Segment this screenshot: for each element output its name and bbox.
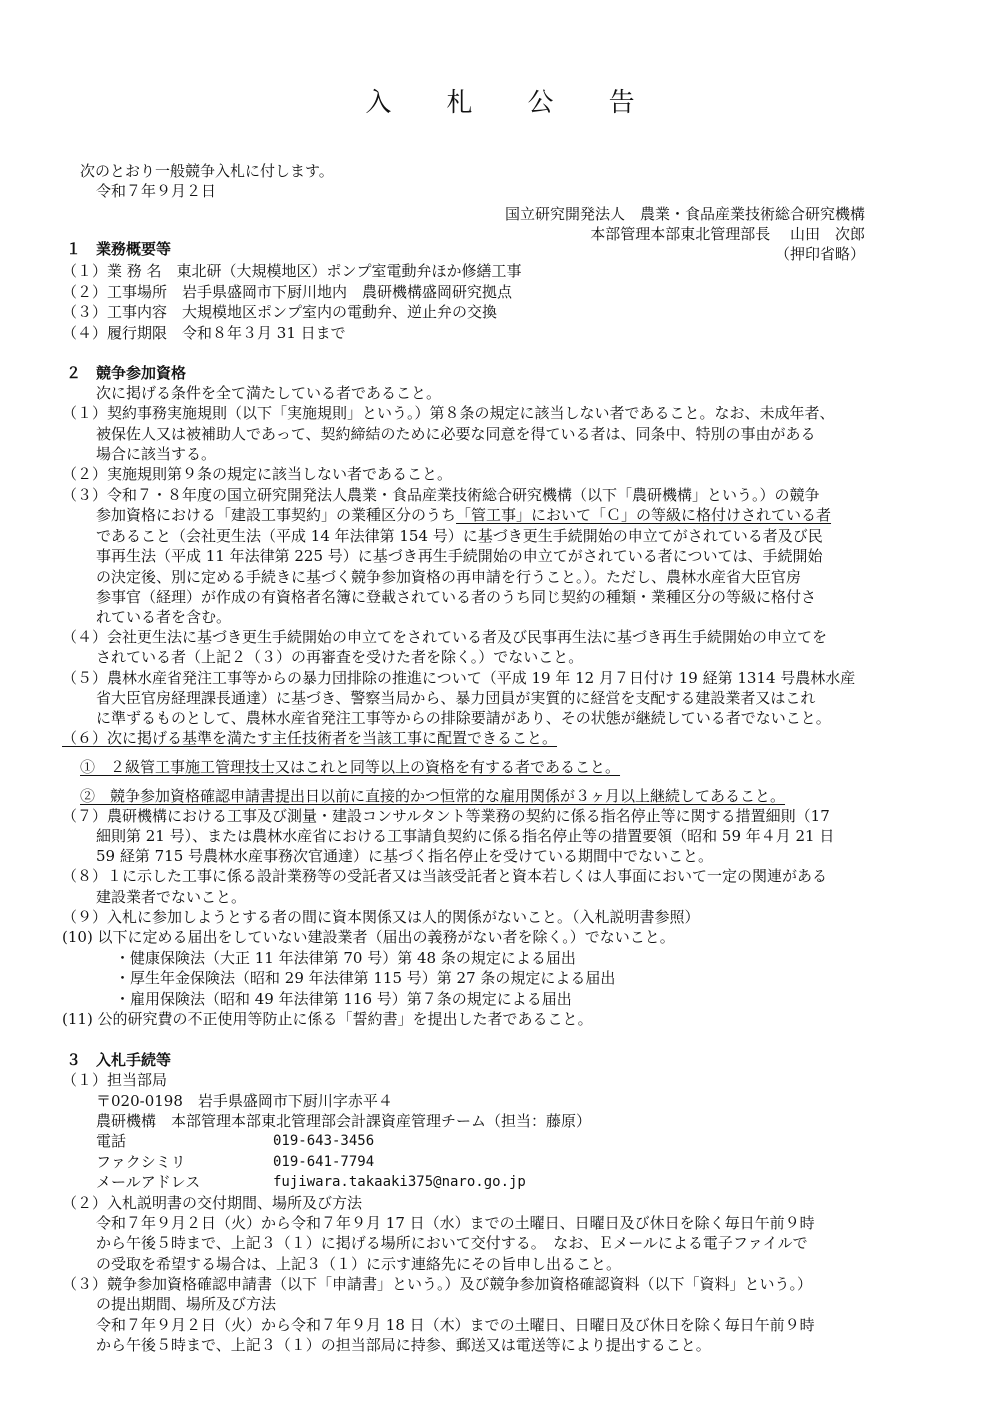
s2-item-6-text: （６）次に掲げる基準を満たす主任技術者を当該工事に配置できること。	[62, 729, 558, 747]
s2-item-5-line-1: （５）農林水産省発注工事等からの暴力団排除の推進について（平成 19 年 12 月７日付け 19 経第 1314 号農林水産	[62, 669, 856, 687]
s3-item-2: （２）入札説明書の交付期間、場所及び方法	[62, 1194, 363, 1212]
s1-item-3: （３）工事内容 大規模地区ポンプ室内の電動弁、逆止弁の交換	[62, 303, 498, 321]
issuer-org: 国立研究開発法人 農業・食品産業技術総合研究機構	[504, 205, 865, 223]
s3-item-2-line-2: から午後５時まで、上記３（１）に掲げる場所において交付する。 なお、Ｅメールによる電子ファイルで	[96, 1234, 808, 1252]
s2-item-10-sub-1: ・健康保険法（大正 11 年法律第 70 号）第 48 条の規定による届出	[115, 949, 576, 967]
s2-item-11: (11) 公的研究費の不正使用等防止に係る「誓約書」を提出した者であること。	[62, 1010, 593, 1028]
s2-item-6	[62, 728, 557, 748]
s3-item-3-line-3: 令和７年９月２日（火）から令和７年９月 18 日（木）までの土曜日、日曜日及び休日を除く毎日午前９時	[96, 1316, 815, 1334]
s2-item-3-underlined: 「管工事」において「Ｃ」の等級に格付けされている者	[456, 506, 832, 524]
section-2-heading: ２ 競争参加資格	[66, 364, 187, 382]
fax-number: 019-641-7794	[273, 1154, 375, 1170]
page-title: 入 札 公 告	[365, 88, 658, 118]
s2-item-5-line-3: に準ずるものとして、農林水産省発注工事等からの排除要請があり、その状態が継続している者でないこと。	[96, 709, 831, 727]
s2-item-7-line-3: 59 経第 715 号農林水産事務次官通達）に基づく指名停止を受けている期間中でないこと。	[96, 847, 714, 865]
s2-item-3-line-2	[96, 505, 831, 525]
s2-item-6-sub-2	[80, 786, 785, 806]
s2-item-7-line-1: （７）農研機構における工事及び測量・建設コンサルタント等業務の契約に係る指名停止等に関する措置細則（17	[62, 807, 830, 825]
s2-item-6-sub-1	[80, 757, 620, 777]
s3-item-2-line-3: の受取を希望する場合は、上記３（１）に示す連絡先にその旨申し出ること。	[96, 1255, 622, 1273]
section-3-heading: ３ 入札手続等	[66, 1051, 172, 1069]
s2-item-6-sub-1-text: ① ２級管工事施工管理技士又はこれと同等以上の資格を有する者であること。	[80, 758, 621, 776]
s2-item-8-line-2: 建設業者でないこと。	[96, 888, 247, 906]
contact-department: 農研機構 本部管理本部東北管理部会計課資産管理チーム（担当：藤原）	[96, 1112, 592, 1130]
s2-item-4-line-1: （４）会社更生法に基づき更生手続開始の申立てをされている者及び民事再生法に基づき再生手続開始の申立てを	[62, 628, 828, 646]
s2-item-1-line-3: 場合に該当する。	[96, 445, 217, 463]
s2-item-5-line-2: 省大臣官房経理課長通達）に基づき、警察当局から、暴力団員が実質的に経営を支配する建設業者又はこれ	[96, 689, 816, 707]
s2-item-3-line-5: の決定後、別に定める手続きに基づく競争参加資格の再申請を行うこと。）。ただし、農林水産省大臣官房	[96, 568, 802, 586]
tel-label: 電話	[96, 1132, 127, 1150]
s2-item-9: （９）入札に参加しようとする者の間に資本関係又は人的関係がないこと。（入札説明書参照）	[62, 908, 700, 926]
s2-item-10-sub-2: ・厚生年金保険法（昭和 29 年法律第 115 号）第 27 条の規定による届出	[115, 969, 616, 987]
s3-item-3-line-4: から午後５時まで、上記３（１）の担当部局に持参、郵送又は電送等により提出すること。	[96, 1336, 711, 1354]
s2-item-3-line-6: 参事官（経理）が作成の有資格者名簿に登載されている者のうち同じ契約の種類・業種区分の等級に格付さ	[96, 588, 817, 606]
fax-label: ファクシミリ	[96, 1153, 186, 1171]
s2-item-10: (10) 以下に定める届出をしていない建設業者（届出の義務がない者を除く。）でないこと。	[62, 928, 675, 946]
s3-item-1: （１）担当部局	[62, 1071, 168, 1089]
tel-number: 019-643-3456	[273, 1133, 375, 1149]
s1-item-2: （２）工事場所 岩手県盛岡市下厨川地内 農研機構盛岡研究拠点	[62, 283, 513, 301]
s2-lead: 次に掲げる条件を全て満たしている者であること。	[96, 384, 442, 402]
s2-item-10-sub-3: ・雇用保険法（昭和 49 年法律第 116 号）第７条の規定による届出	[115, 990, 572, 1008]
s1-item-4: （４）履行期限 令和８年３月 31 日まで	[62, 324, 346, 342]
s2-item-3-line-7: れている者を含む。	[96, 608, 232, 626]
s2-item-3-line-3: であること（会社更生法（平成 14 年法律第 154 号）に基づき更生手続開始の申立てがされている者及び民	[96, 527, 823, 545]
s2-item-1-line-2: 被保佐人又は被補助人であって、契約締結のために必要な同意を得ている者は、同条中、特別の事由がある	[96, 425, 816, 443]
email-label: メールアドレス	[96, 1173, 201, 1191]
notice-date: 令和７年９月２日	[96, 182, 217, 200]
contact-address: 〒020-0198 岩手県盛岡市下厨川字赤平４	[96, 1092, 393, 1110]
issuer-person: 本部管理本部東北管理部長 山田 次郎	[590, 225, 865, 243]
section-1-heading: １ 業務概要等	[66, 240, 172, 258]
s2-item-8-line-1: （８）１に示した工事に係る設計業務等の受託者又は当該受託者と資本若しくは人事面において一定の関連がある	[62, 867, 828, 885]
s2-item-3-line-1: （３）令和７・８年度の国立研究開発法人農業・食品産業技術総合研究機構（以下「農研機構」という。）の競争	[62, 486, 820, 504]
s3-item-3-line-1: （３）競争参加資格確認申請書（以下「申請書」という。）及び競争参加資格確認資料（以下「資料」という。）	[62, 1275, 813, 1293]
s2-item-3-line-4: 事再生法（平成 11 年法律第 225 号）に基づき再生手続開始の申立てがされている者については、手続開始	[96, 547, 823, 565]
s3-item-2-line-1: 令和７年９月２日（火）から令和７年９月 17 日（水）までの土曜日、日曜日及び休日を除く毎日午前９時	[96, 1214, 815, 1232]
seal-note: （押印省略）	[774, 245, 865, 263]
s1-item-1: （１）業 務 名 東北研（大規模地区）ポンプ室電動弁ほか修繕工事	[62, 262, 522, 280]
email-address: fujiwara.takaaki375@naro.go.jp	[273, 1174, 526, 1190]
s3-item-3-line-2: の提出期間、場所及び方法	[96, 1295, 277, 1313]
s2-item-7-line-2: 細則第 21 号）、または農林水産省における工事請負契約に係る指名停止等の措置要領（昭和 59 年４月 21 日	[96, 827, 835, 845]
s2-item-4-line-2: されている者（上記２（３）の再審査を受けた者を除く。）でないこと。	[96, 648, 584, 666]
s2-item-1-line-1: （１）契約事務実施規則（以下「実施規則」という。）第８条の規定に該当しない者であること。なお、未成年者、	[62, 404, 835, 422]
s2-item-3-line-2-text: 参加資格における「建設工事契約」の業種区分のうち	[96, 506, 457, 524]
intro-text: 次のとおり一般競争入札に付します。	[80, 162, 334, 180]
s2-item-6-sub-2-text: ② 競争参加資格確認申請書提出日以前に直接的かつ恒常的な雇用関係が３ヶ月以上継続してあること。	[80, 787, 786, 805]
s2-item-2: （２）実施規則第９条の規定に該当しない者であること。	[62, 465, 453, 483]
